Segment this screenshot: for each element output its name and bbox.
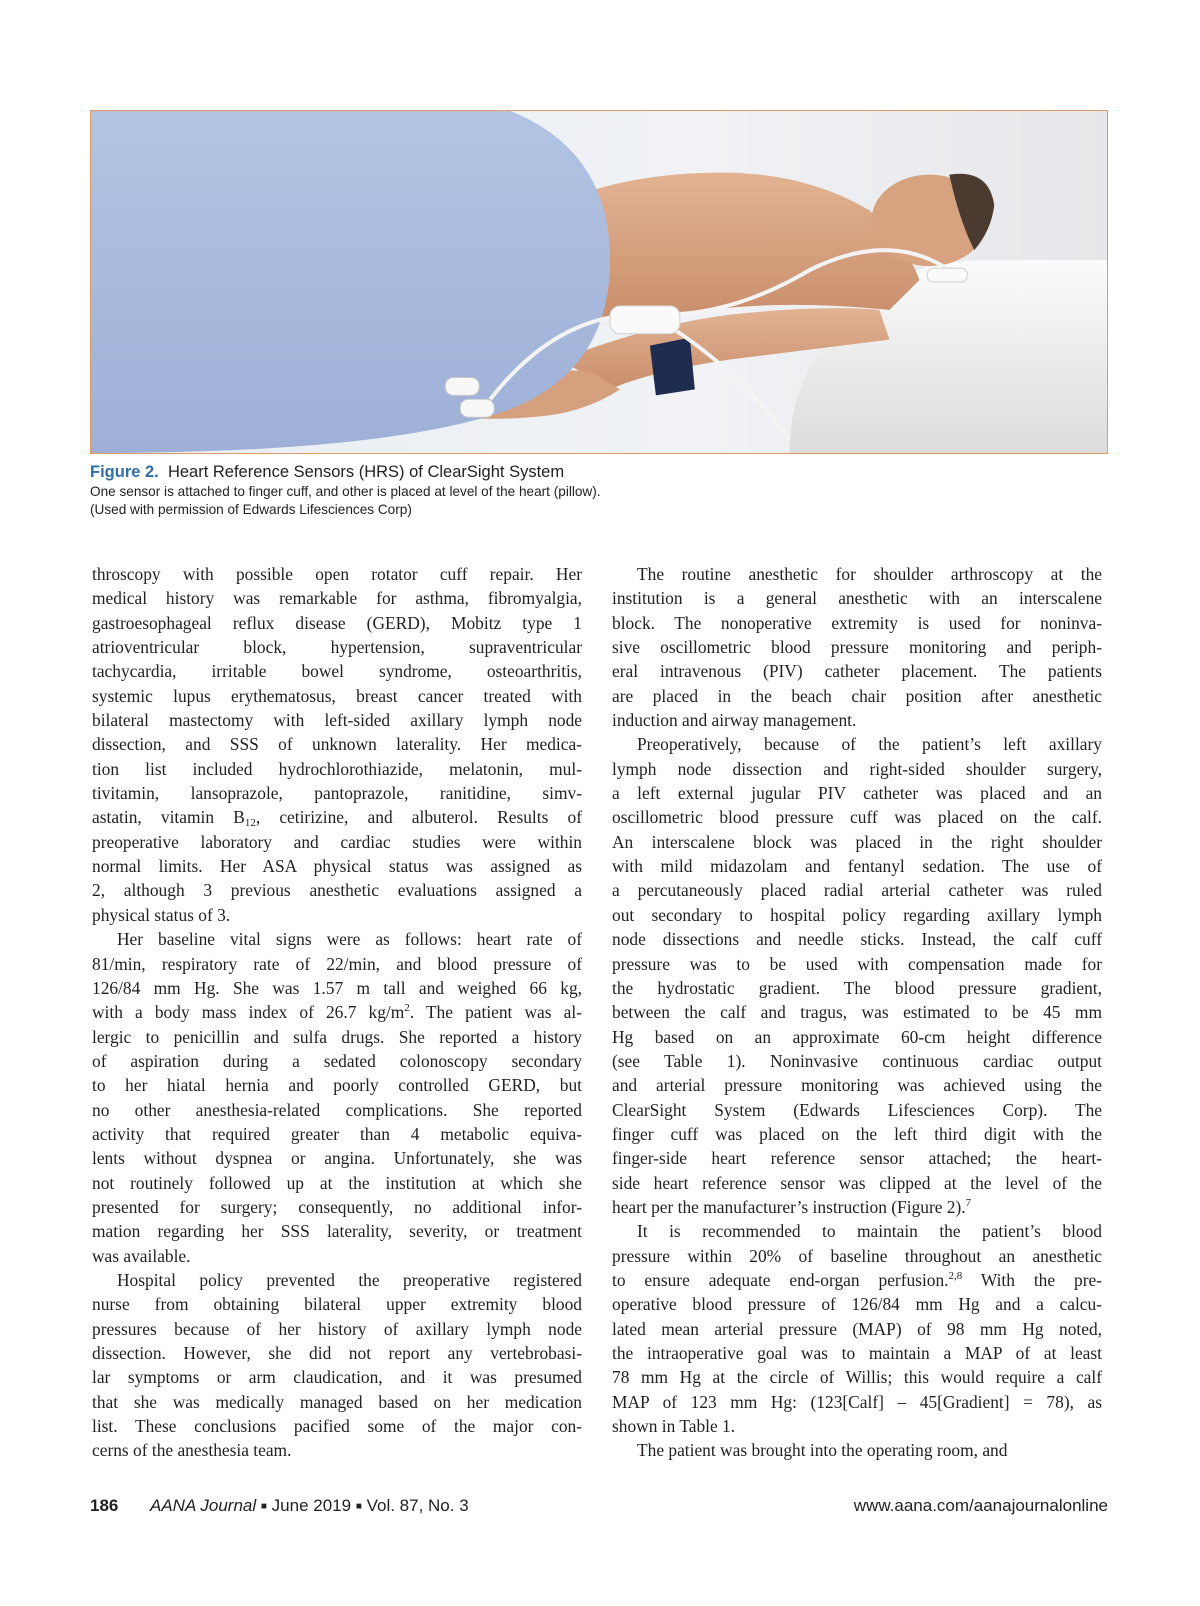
text-line: lents without dyspnea or angina. Unfortunately, she was	[92, 1148, 582, 1169]
figure-label: Figure 2.	[90, 463, 159, 481]
right-column	[612, 562, 1102, 1463]
text-fragment: , cetirizine, and albuterol. Results of	[255, 807, 582, 828]
text-fragment: astatin, vitamin B	[92, 807, 245, 828]
text-line: not routinely followed up at the institution at which she	[92, 1172, 582, 1193]
text-line: of aspiration during a sedated colonoscopy secondary	[92, 1050, 582, 1071]
text-line: tivitamin, lansoprazole, pantoprazole, ranitidine, simv-	[92, 783, 582, 804]
text-line: with mild midazolam and fentanyl sedation. The use of	[612, 856, 1102, 877]
text-line: 78 mm Hg at the circle of Willis; this would require a calf	[612, 1367, 1102, 1388]
text-line: systemic lupus erythematosus, breast cancer treated with	[92, 685, 582, 706]
text-fragment: . The patient was al-	[409, 1002, 582, 1023]
right-paragraph-4	[612, 1438, 1102, 1462]
heart-reference-sensor-shape	[927, 268, 967, 282]
text-line: An interscalene block was placed in the right shoulder	[612, 831, 1102, 852]
text-fragment: with a body mass index of 26.7 kg/m	[92, 1002, 405, 1023]
text-line: shown in Table 1.	[612, 1416, 736, 1437]
text-line: pressure was to be used with compensation made for	[612, 953, 1102, 974]
text-line: tachycardia, irritable bowel syndrome, osteoarthritis,	[92, 661, 582, 682]
text-line: and arterial pressure monitoring was achieved using the	[612, 1075, 1102, 1096]
text-line: 2, although 3 previous anesthetic evaluations assigned a	[92, 880, 582, 901]
caption-title-line	[90, 462, 1108, 483]
journal-citation	[150, 1496, 469, 1516]
text-line: a left external jugular PIV catheter was placed and an	[612, 783, 1102, 804]
text-line: that she was medically managed based on her medication	[92, 1391, 582, 1412]
text-line: pressures because of her history of axillary lymph node	[92, 1318, 582, 1339]
left-column	[92, 562, 582, 1463]
text-line: lated mean arterial pressure (MAP) of 98 mm Hg noted,	[612, 1318, 1102, 1339]
text-line: side heart reference sensor was clipped at the level of the	[612, 1172, 1102, 1193]
superscript: 2,8	[948, 1269, 963, 1282]
text-line: node dissections and needle sticks. Instead, the calf cuff	[612, 929, 1102, 950]
right-paragraph-2	[612, 732, 1102, 1219]
text-line	[92, 805, 582, 829]
right-paragraph-1	[612, 562, 1102, 732]
caption-credit: (Used with permission of Edwards Lifesciences Corp)	[90, 502, 412, 517]
separator-icon: ■	[355, 1501, 362, 1512]
left-paragraph-3	[92, 1268, 582, 1463]
text-line	[612, 1195, 1102, 1219]
text-fragment: heart per the manufacturer’s instruction (Figure 2).	[612, 1196, 966, 1217]
text-line: throscopy with possible open rotator cuff repair. Her	[92, 564, 582, 584]
text-line: 81/min, respiratory rate of 22/min, and blood pressure of	[92, 953, 582, 974]
pressure-controller-shape	[610, 306, 680, 334]
text-line: the intraoperative goal was to maintain a MAP of at least	[612, 1343, 1102, 1363]
volume-number: Vol. 87, No. 3	[366, 1496, 469, 1515]
text-line: presented for surgery; consequently, no additional infor-	[92, 1196, 582, 1217]
journal-name: AANA Journal	[150, 1496, 257, 1515]
text-line: operative blood pressure of 126/84 mm Hg and a calcu-	[612, 1294, 1102, 1315]
text-line: lergic to penicillin and sulfa drugs. She reported a history	[92, 1026, 582, 1047]
text-line: normal limits. Her ASA physical status was assigned as	[92, 856, 582, 877]
superscript: 7	[965, 1196, 972, 1209]
text-line: physical status of 3.	[92, 904, 231, 925]
text-line: oscillometric blood pressure cuff was placed on the calf.	[612, 807, 1102, 828]
text-line: nurse from obtaining bilateral upper extremity blood	[92, 1294, 582, 1315]
text-line: pressure within 20% of baseline throughout an anesthetic	[612, 1245, 1102, 1266]
wrist-band-shape	[650, 338, 695, 396]
text-line: institution is a general anesthetic with an interscalene	[612, 588, 1102, 609]
text-line: sive oscillometric blood pressure monitoring and periph-	[612, 637, 1102, 658]
text-line: no other anesthesia-related complications. She reported	[92, 1099, 582, 1120]
left-paragraph-2	[92, 927, 582, 1268]
text-line: 126/84 mm Hg. She was 1.57 m tall and weighed 66 kg,	[92, 977, 582, 998]
issue-date: June 2019	[271, 1496, 352, 1515]
text-line: cerns of the anesthesia team.	[92, 1440, 292, 1461]
text-line: atrioventricular block, hypertension, supraventricular	[92, 637, 582, 658]
text-line: finger cuff was placed on the left third digit with the	[612, 1123, 1102, 1144]
text-line: bilateral mastectomy with left-sided axillary lymph node	[92, 710, 582, 731]
text-line: finger-side heart reference sensor attached; the heart-	[612, 1148, 1102, 1169]
text-fragment: With the pre-	[962, 1269, 1102, 1290]
text-line: ClearSight System (Edwards Lifesciences Corp). The	[612, 1099, 1102, 1120]
text-line: lar symptoms or arm claudication, and it was presumed	[92, 1367, 582, 1388]
text-line: dissection. However, she did not report any vertebrobasi-	[92, 1343, 582, 1363]
text-line: tion list included hydrochlorothiazide, melatonin, mul-	[92, 758, 582, 779]
text-line: The routine anesthetic for shoulder arthroscopy at the	[637, 564, 1102, 584]
text-line: list. These conclusions pacified some of the major con-	[92, 1416, 582, 1437]
figure-image	[90, 110, 1108, 454]
text-line	[612, 1268, 1102, 1292]
text-line: medical history was remarkable for asthma, fibromyalgia,	[92, 588, 582, 609]
text-line: It is recommended to maintain the patient’s blood	[637, 1221, 1102, 1242]
text-line: are placed in the beach chair position after anesthetic	[612, 685, 1102, 706]
text-line: Preoperatively, because of the patient’s left axillary	[637, 734, 1102, 755]
figure-caption	[90, 462, 1108, 519]
text-line: to her hiatal hernia and poorly controlled GERD, but	[92, 1075, 582, 1096]
finger-cuff-shape	[445, 377, 479, 395]
separator-icon: ■	[260, 1501, 267, 1512]
text-line: lymph node dissection and right-sided shoulder surgery,	[612, 758, 1102, 779]
text-line: Hospital policy prevented the preoperative registered	[117, 1269, 582, 1290]
subscript: 12	[244, 817, 256, 830]
text-line: MAP of 123 mm Hg: (123[Calf] – 45[Gradient] = 78), as	[612, 1391, 1102, 1412]
text-line: The patient was brought into the operating room, and	[637, 1440, 1008, 1461]
finger-cuff-shape-2	[460, 399, 494, 417]
text-line: Hg based on an approximate 60-cm height difference	[612, 1026, 1102, 1047]
journal-url-link[interactable]: www.aana.com/aanajournalonline	[853, 1496, 1108, 1515]
page-number: 186	[90, 1496, 119, 1515]
text-line: out secondary to hospital policy regarding axillary lymph	[612, 904, 1102, 925]
text-line: gastroesophageal reflux disease (GERD), Mobitz type 1	[92, 612, 582, 633]
text-line: preoperative laboratory and cardiac studies were within	[92, 831, 582, 852]
text-line: mation regarding her SSS laterality, severity, or treatment	[92, 1221, 582, 1242]
right-paragraph-3	[612, 1219, 1102, 1438]
text-line: (see Table 1). Noninvasive continuous cardiac output	[612, 1050, 1102, 1071]
left-paragraph-1	[92, 562, 582, 927]
text-line: between the calf and tragus, was estimated to be 45 mm	[612, 1002, 1102, 1023]
page-footer	[90, 1496, 1108, 1520]
caption-description: One sensor is attached to finger cuff, and other is placed at level of the heart (pillow).	[90, 484, 601, 499]
text-line: the hydrostatic gradient. The blood pressure gradient,	[612, 977, 1102, 998]
figure-title: Heart Reference Sensors (HRS) of ClearSight System	[167, 463, 565, 481]
text-line: dissection, and SSS of unknown laterality. Her medica-	[92, 734, 582, 755]
superscript: 2	[404, 1002, 410, 1015]
text-line: was available.	[92, 1245, 191, 1266]
text-line	[92, 1000, 582, 1024]
text-line: Her baseline vital signs were as follows: heart rate of	[117, 929, 582, 950]
text-line: block. The nonoperative extremity is used for noninva-	[612, 612, 1102, 633]
text-line: induction and airway management.	[612, 710, 857, 731]
text-line: eral intravenous (PIV) catheter placement. The patients	[612, 661, 1102, 682]
text-line: a percutaneously placed radial arterial catheter was ruled	[612, 880, 1102, 901]
text-line: activity that required greater than 4 metabolic equiva-	[92, 1123, 582, 1144]
patient-illustration	[91, 111, 1107, 453]
text-fragment: to ensure adequate end-organ perfusion.	[612, 1269, 949, 1290]
